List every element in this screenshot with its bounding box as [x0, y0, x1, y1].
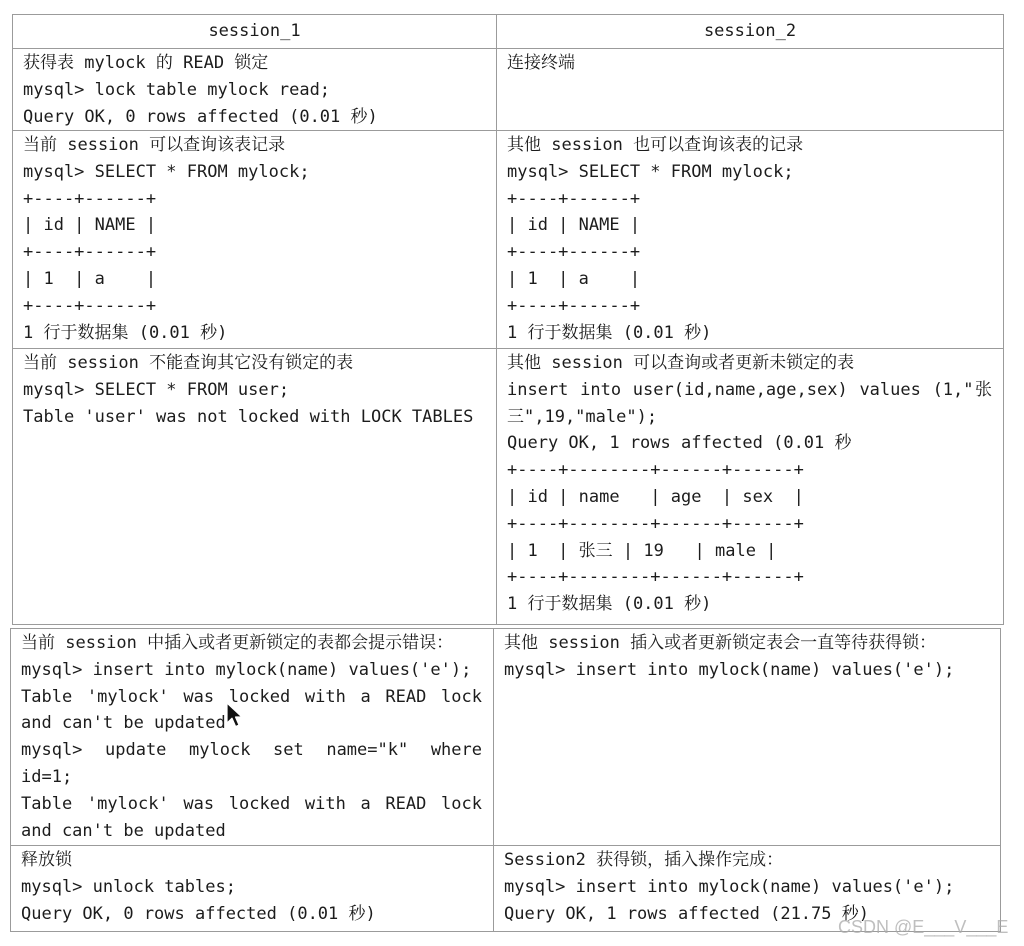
row-1-session-1-line: mysql> lock table mylock read;	[23, 79, 331, 100]
row-4-session-2-cell	[494, 629, 1000, 845]
row-2-session-1-line: +----+------+	[23, 242, 157, 263]
row-5-session-2-line: mysql> insert into mylock(name) values('e');	[504, 876, 955, 897]
header-session-2: session_2	[497, 15, 1003, 48]
row-1-session-1-line: Query OK, 0 rows affected (0.01 秒)	[23, 106, 378, 127]
row-3-session-2-line: 其他 session 可以查询或者更新未锁定的表	[507, 353, 855, 373]
row-1-session-2-cell	[497, 49, 1003, 130]
row-3-session-2-line: insert into user(id,name,age,sex) values (1,"张	[507, 379, 992, 400]
session-comparison-table-bottom	[10, 628, 1001, 932]
row-4-session-1-line: mysql> insert into mylock(name) values('e');	[21, 659, 472, 680]
row-3-session-2-cell	[497, 349, 1003, 624]
row-2-session-1-line: | id | NAME |	[23, 215, 157, 236]
row-5-session-1-line: 释放锁	[21, 850, 72, 870]
row-4-session-1-line: and can't be updated	[21, 713, 226, 734]
row-5-session-2-line: Query OK, 1 rows affected (21.75 秒)	[504, 903, 869, 924]
mouse-cursor-icon	[226, 702, 244, 729]
row-1-session-1-cell	[13, 49, 496, 130]
row-2-session-2-line: +----+------+	[507, 242, 641, 263]
row-3-session-2-line: +----+--------+------+------+	[507, 567, 804, 588]
row-2-session-1-line: | 1 | a |	[23, 268, 157, 289]
row-3-session-2-line: 1 行于数据集 (0.01 秒)	[507, 594, 712, 615]
row-5-session-1-line: Query OK, 0 rows affected (0.01 秒)	[21, 903, 376, 924]
row-3-session-2-line: 三",19,"male");	[507, 406, 658, 427]
row-3-session-2-line: | id | name | age | sex |	[507, 486, 804, 507]
row-5-session-2-line: Session2 获得锁，插入操作完成：	[504, 850, 784, 870]
row-4-session-1-line: id=1;	[21, 766, 73, 787]
row-2-session-2-line: 1 行于数据集 (0.01 秒)	[507, 322, 712, 343]
row-3-session-2-line: +----+--------+------+------+	[507, 460, 804, 481]
row-2-session-1-cell	[13, 131, 496, 348]
row-2-session-1-line: +----+------+	[23, 188, 157, 209]
row-2-session-1-line: 1 行于数据集 (0.01 秒)	[23, 322, 228, 343]
row-1-session-1-line: 获得表 mylock 的 READ 锁定	[23, 53, 269, 73]
header-session-1: session_1	[13, 15, 496, 48]
row-3-session-2-line: +----+--------+------+------+	[507, 513, 804, 534]
row-4-session-1-line: 当前 session 中插入或者更新锁定的表都会提示错误：	[21, 633, 454, 653]
row-3-session-1-line: 当前 session 不能查询其它没有锁定的表	[23, 353, 354, 373]
row-2-session-2-line: 其他 session 也可以查询该表的记录	[507, 135, 804, 155]
row-4-session-1-line: mysql> update mylock set name="k" where	[21, 740, 482, 761]
row-2-session-1-line: +----+------+	[23, 295, 157, 316]
row-4-session-1-line: Table 'mylock' was locked with a READ lock	[21, 686, 482, 707]
row-2-session-2-line: mysql> SELECT * FROM mylock;	[507, 161, 794, 182]
row-3-session-1-line: mysql> SELECT * FROM user;	[23, 379, 290, 400]
row-3-session-2-line: | 1 | 张三 | 19 | male |	[507, 540, 777, 561]
row-5-session-1-cell	[11, 846, 493, 931]
row-2-session-2-line: +----+------+	[507, 295, 641, 316]
row-4-session-1-line: Table 'mylock' was locked with a READ lock	[21, 793, 482, 814]
row-3-session-1-cell	[13, 349, 496, 624]
watermark: CSDN @E___V___E	[838, 917, 1009, 937]
row-4-session-2-line: 其他 session 插入或者更新锁定表会一直等待获得锁：	[504, 633, 937, 653]
row-2-session-1-line: mysql> SELECT * FROM mylock;	[23, 161, 310, 182]
row-4-session-2-line: mysql> insert into mylock(name) values('e');	[504, 659, 955, 680]
row-1-session-2-line: 连接终端	[507, 53, 575, 73]
row-2-session-1-line: 当前 session 可以查询该表记录	[23, 135, 286, 155]
row-2-session-2-cell	[497, 131, 1003, 348]
row-3-session-1-line: Table 'user' was not locked with LOCK TABLES	[23, 406, 474, 427]
row-2-session-2-line: +----+------+	[507, 188, 641, 209]
row-4-session-1-cell	[11, 629, 493, 845]
row-3-session-2-line: Query OK, 1 rows affected (0.01 秒	[507, 433, 852, 454]
row-2-session-2-line: | 1 | a |	[507, 268, 641, 289]
row-5-session-1-line: mysql> unlock tables;	[21, 876, 236, 897]
row-4-session-1-line: and can't be updated	[21, 820, 226, 841]
row-2-session-2-line: | id | NAME |	[507, 215, 641, 236]
session-comparison-table-top	[12, 14, 1004, 625]
